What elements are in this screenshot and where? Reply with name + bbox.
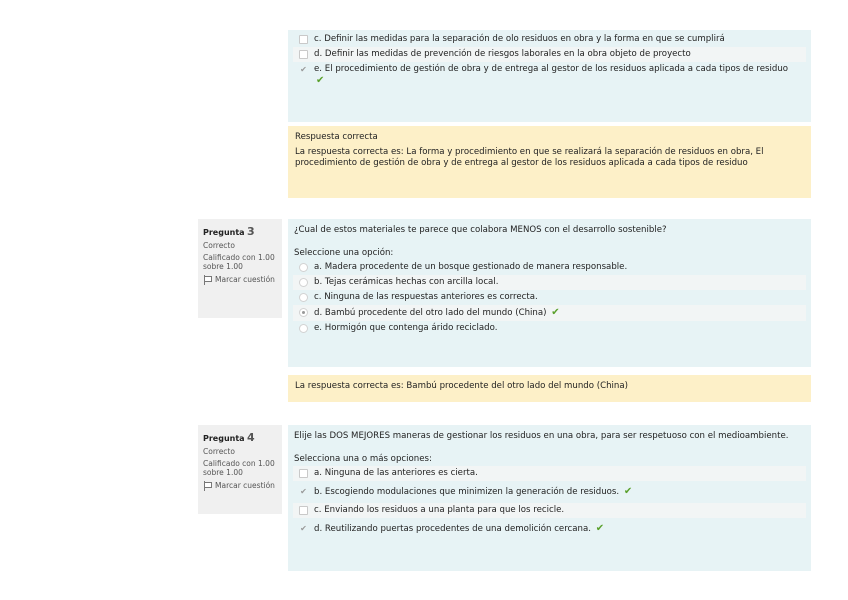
check-icon: ✔	[316, 75, 325, 86]
q4-option-d-text: Reutilizando puertas procedentes de una demolición cercana.	[324, 524, 591, 534]
q4-option-d[interactable]	[293, 521, 806, 537]
q4-flag-question[interactable]	[203, 481, 277, 491]
q4-option-c-checkbox[interactable]	[299, 506, 308, 515]
q3-option-c-radio[interactable]	[299, 293, 308, 302]
q3-option-e-radio[interactable]	[299, 324, 308, 333]
flag-icon[interactable]	[203, 481, 212, 491]
q3-label: Pregunta 3	[203, 225, 255, 238]
q4-question-text: Elije las DOS MEJORES maneras de gestionar los residuos en una obra, para ser respetuoso con el medioambiente.	[294, 431, 789, 441]
q4-option-a-checkbox[interactable]	[299, 469, 308, 478]
q3-feedback	[288, 375, 811, 402]
q3-option-b-text: Tejas cerámicas hechas con arcilla local.	[324, 277, 499, 287]
q3-option-d-radio-selected[interactable]	[299, 308, 308, 317]
check-icon: ✔	[623, 486, 633, 497]
check-icon: ✔	[595, 523, 605, 534]
q3-option-d-text: Bambú procedente del otro lado del mundo (China)	[324, 308, 547, 318]
q3-number: 3	[246, 225, 255, 238]
q2-option-e-checkbox-checked[interactable]: ✔	[300, 65, 307, 74]
q3-grade: Calificado con 1.00 sobre 1.00	[203, 253, 275, 271]
q2-option-e[interactable]	[293, 62, 806, 89]
q3-option-b-letter: b.	[314, 277, 323, 287]
q2-option-c-text: Definir las medidas para la separación de olo residuos en obra y la forma en que se cumplirá	[324, 34, 725, 44]
q4-option-c[interactable]	[293, 503, 806, 518]
question-4-content	[288, 425, 811, 571]
q3-option-c-text: Ninguna de las respuestas anteriores es correcta.	[324, 292, 538, 302]
q4-option-b-checkbox-checked[interactable]: ✔	[300, 487, 307, 496]
q3-option-a-text: Madera procedente de un bosque gestionado de manera responsable.	[324, 262, 628, 272]
q3-option-e-text: Hormigón que contenga árido reciclado.	[324, 323, 498, 333]
q3-flag-question[interactable]	[203, 275, 277, 285]
question-3-content	[288, 219, 811, 367]
q3-option-c[interactable]	[293, 290, 806, 305]
q4-option-a[interactable]	[293, 466, 806, 481]
q3-option-b-radio[interactable]	[299, 278, 308, 287]
q4-label: Pregunta 4	[203, 431, 255, 444]
q3-option-d-letter: d.	[314, 308, 323, 318]
q2-feedback-title: Respuesta correcta	[295, 132, 378, 142]
q2-feedback-text: La respuesta correcta es: La forma y procedimiento en que se realizará la separación de residuos en obra, El procedimiento de gestión de obra y de entrega al gestor de los residuos aplicada a cada tipos de residuo	[295, 147, 764, 168]
q3-flag-label[interactable]: Marcar cuestión	[215, 275, 275, 284]
q2-option-d[interactable]	[293, 47, 806, 62]
q2-option-c[interactable]	[293, 32, 806, 47]
q3-option-c-letter: c.	[314, 292, 322, 302]
q3-option-e-letter: e.	[314, 323, 323, 333]
q3-option-b[interactable]	[293, 275, 806, 290]
q3-prompt: Seleccione una opción:	[294, 248, 394, 258]
q4-option-b-text: Escogiendo modulaciones que minimizen la generación de residuos.	[324, 487, 620, 497]
q4-option-b[interactable]	[293, 484, 806, 500]
q4-option-b-letter: b.	[314, 487, 323, 497]
q4-option-d-letter: d.	[314, 524, 323, 534]
q2-option-c-checkbox[interactable]	[299, 35, 308, 44]
flag-icon[interactable]	[203, 275, 212, 285]
q3-question-text: ¿Cual de estos materiales te parece que colabora MENOS con el desarrollo sostenible?	[294, 225, 667, 235]
q4-option-c-text: Enviando los residuos a una planta para que los recicle.	[324, 505, 565, 515]
q2-option-d-letter: d.	[314, 49, 323, 59]
q2-option-c-letter: c.	[314, 34, 322, 44]
q4-info	[198, 425, 282, 514]
q3-option-d[interactable]	[293, 305, 806, 321]
q2-option-e-letter: e.	[314, 64, 323, 74]
q2-feedback	[288, 126, 811, 198]
q3-state: Correcto	[203, 241, 235, 250]
q4-option-a-letter: a.	[314, 468, 322, 478]
q4-option-d-checkbox-checked[interactable]: ✔	[300, 524, 307, 533]
q2-option-d-checkbox[interactable]	[299, 50, 308, 59]
q2-option-e-text: El procedimiento de gestión de obra y de entrega al gestor de los residuos aplicada a cada tipos de residuo	[324, 64, 789, 74]
q4-option-a-text: Ninguna de las anteriores es cierta.	[324, 468, 478, 478]
check-icon: ✔	[551, 307, 560, 318]
q4-flag-label[interactable]: Marcar cuestión	[215, 481, 275, 490]
q3-info	[198, 219, 282, 318]
q4-option-c-letter: c.	[314, 505, 322, 515]
q3-option-a-radio[interactable]	[299, 263, 308, 272]
q3-option-e[interactable]	[293, 321, 806, 336]
q3-option-a-letter: a.	[314, 262, 322, 272]
q2-option-d-text: Definir las medidas de prevención de riesgos laborales en la obra objeto de proyecto	[324, 49, 691, 59]
q4-grade: Calificado con 1.00 sobre 1.00	[203, 459, 275, 477]
q3-feedback-text: La respuesta correcta es: Bambú procedente del otro lado del mundo (China)	[295, 381, 628, 391]
q4-prompt: Selecciona una o más opciones:	[294, 454, 432, 464]
q4-state: Correcto	[203, 447, 235, 456]
q4-number: 4	[246, 431, 255, 444]
q3-option-a[interactable]	[293, 260, 806, 275]
question-2-content	[288, 30, 811, 122]
